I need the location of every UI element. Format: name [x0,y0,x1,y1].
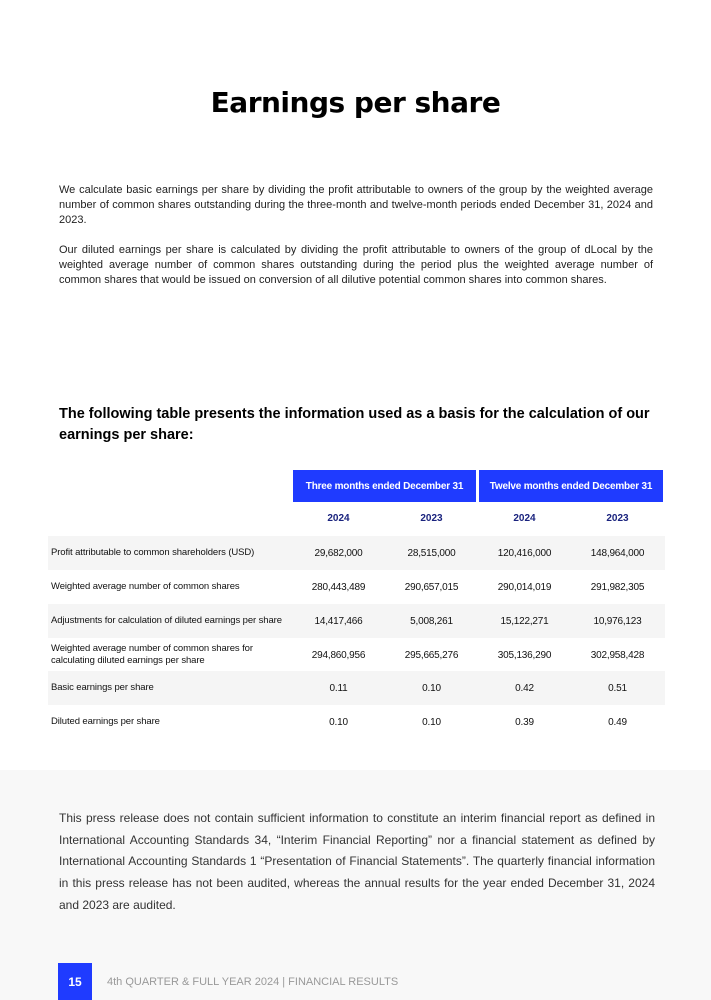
cell-3m-2023: 0.10 [422,716,441,728]
row-label: Profit attributable to common shareholders (USD) [51,547,255,558]
cell-3m-2024: 280,443,489 [311,581,366,593]
cell-12m-2024: 0.39 [515,716,534,728]
cell-3m-2023: 5,008,261 [410,615,453,627]
cell-3m-2023: 295,665,276 [404,649,459,661]
year-header-12m-2023: 2023 [606,513,629,524]
header-three-months: Three months ended December 31 [293,470,476,502]
table-caption: The following table presents the information used as a basis for the calculation of our earnings per share: [59,406,650,443]
cell-12m-2024: 305,136,290 [497,649,552,661]
cell-12m-2024: 0.42 [515,682,534,694]
cell-12m-2024: 120,416,000 [497,547,552,559]
cell-12m-2023: 0.51 [608,682,627,694]
row-label: Weighted average number of common shares for calculating diluted earnings per share [51,643,253,666]
page-title: Earnings per share [210,86,501,119]
table-row-profit [48,536,665,570]
year-header-12m-2024: 2024 [513,513,536,524]
row-label: Adjustments for calculation of diluted earnings per share [51,615,282,626]
row-label: Weighted average number of common shares [51,581,240,592]
header-twelve-months: Twelve months ended December 31 [479,470,663,502]
year-header-3m-2023: 2023 [420,513,443,524]
cell-12m-2023: 302,958,428 [590,649,645,661]
year-header-3m-2024: 2024 [327,513,350,524]
footer-title: 4th QUARTER & FULL YEAR 2024 | FINANCIAL RESULTS [107,976,399,988]
intro-paragraph-basic: We calculate basic earnings per share by dividing the profit attributable to owners of the group by the weighted average number of common shares outstanding during the three-month and twelve-month periods ended December 31, 2024 and 2023. [59,184,653,226]
intro-paragraph-diluted: Our diluted earnings per share is calculated by dividing the profit attributable to owners of the group of dLocal by the weighted average number of common shares outstanding during the period plus the weighted average number of common shares that would be issued on conversion of all dilutive potential common shares into common shares. [59,244,653,286]
page-number: 15 [58,963,92,1000]
cell-3m-2024: 0.11 [329,682,348,694]
cell-3m-2023: 0.10 [422,682,441,694]
cell-3m-2024: 14,417,466 [314,615,363,627]
table-row-weighted-average [48,570,665,604]
cell-3m-2024: 294,860,956 [311,649,366,661]
cell-12m-2024: 15,122,271 [500,615,549,627]
row-label: Basic earnings per share [51,682,154,693]
table-row-diluted-weighted-average [48,638,665,672]
cell-12m-2023: 291,982,305 [590,581,645,593]
cell-3m-2024: 0.10 [329,716,348,728]
intro-text [59,183,653,303]
cell-12m-2023: 10,976,123 [593,615,642,627]
table-row-basic-eps [48,671,665,705]
cell-12m-2023: 0.49 [608,716,627,728]
cell-3m-2023: 290,657,015 [404,581,459,593]
cell-12m-2023: 148,964,000 [590,547,645,559]
table-row-diluted-eps [48,705,665,739]
table-row-adjustments [48,604,665,638]
cell-12m-2024: 290,014,019 [497,581,552,593]
disclaimer-text: This press release does not contain sufficient information to constitute an interim financial report as defined in International Accounting Standards 34, “Interim Financial Reporting” nor a financial statement as defined by International Accounting Standards 1 “Presentation of Financial Statements”. The quarterly financial information in this press release has not been audited, whereas the annual results for the year ended December 31, 2024 and 2023 are audited. [59,811,655,912]
cell-3m-2023: 28,515,000 [407,547,456,559]
row-label: Diluted earnings per share [51,716,160,727]
cell-3m-2024: 29,682,000 [314,547,363,559]
